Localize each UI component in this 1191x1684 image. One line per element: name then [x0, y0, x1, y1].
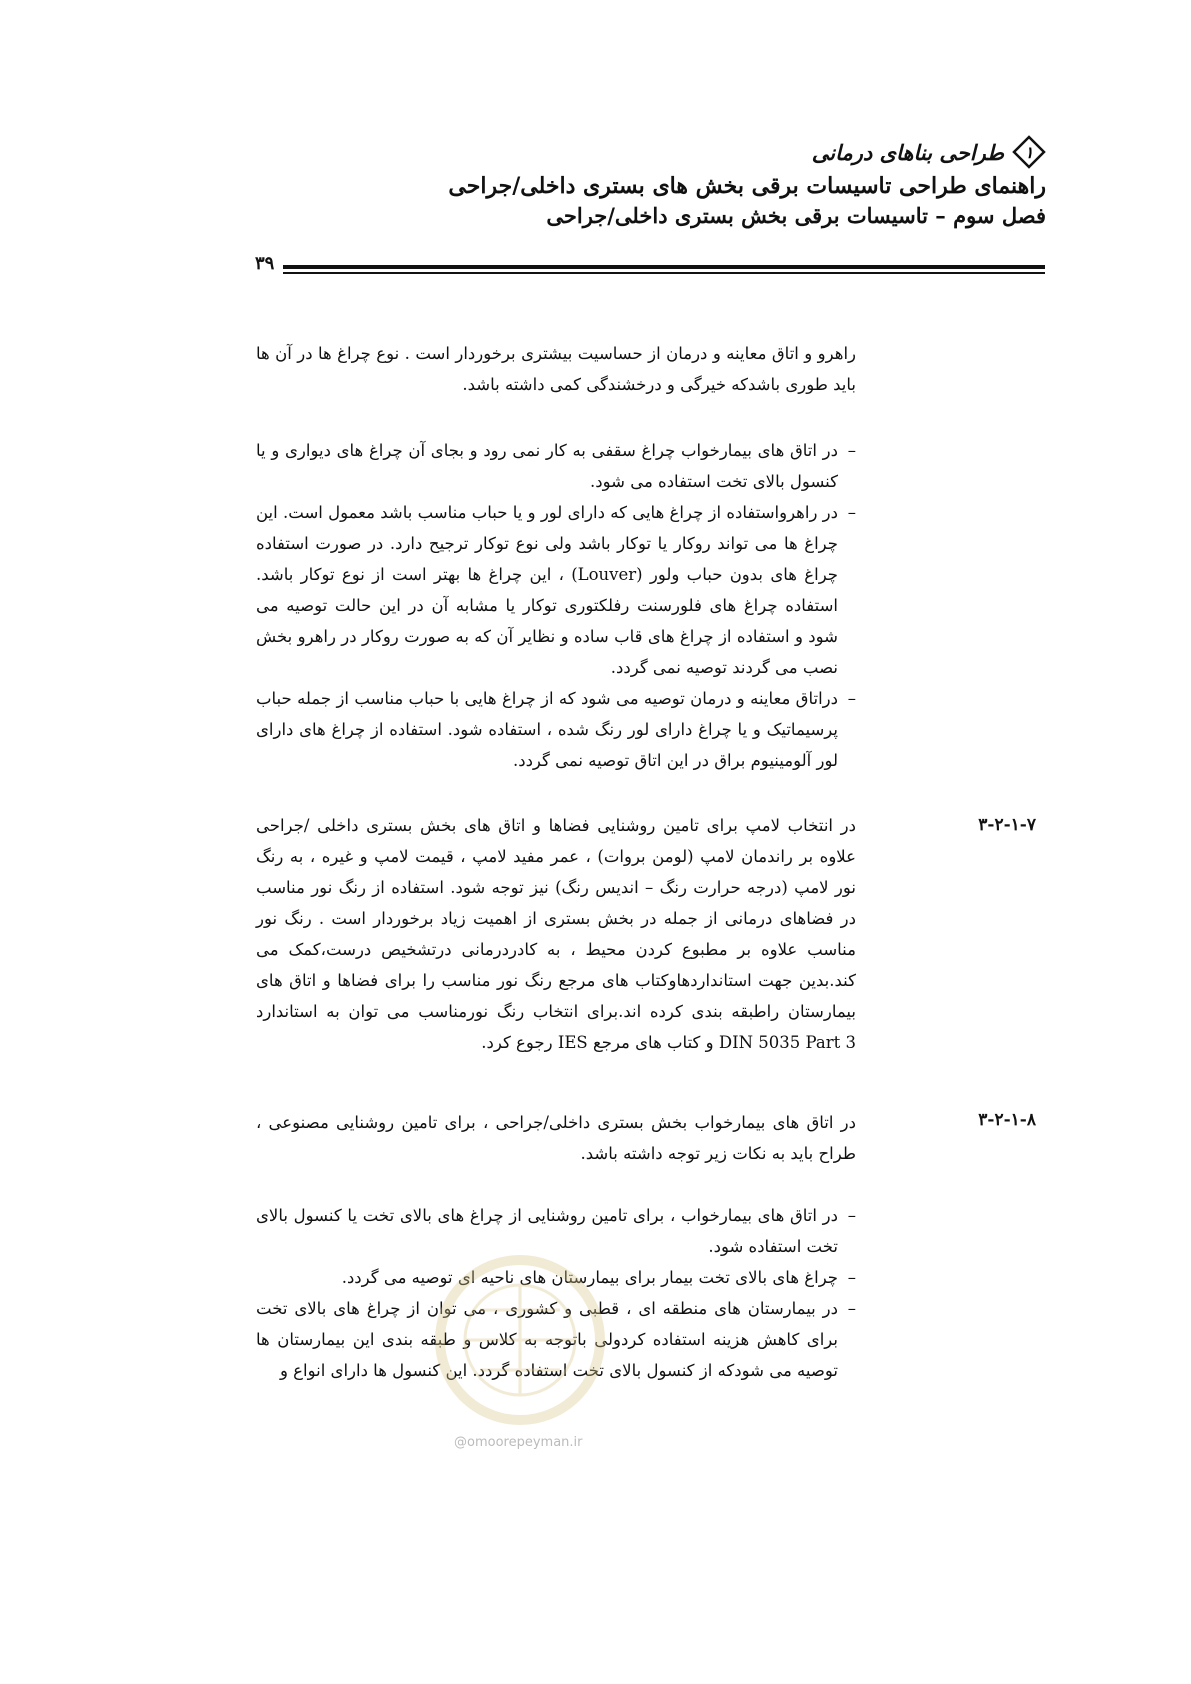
watermark-logo [420, 1250, 620, 1430]
page-header [146, 135, 1046, 228]
list-item: – در اتاق های بیمارخواب ، برای تامین روشنایی از چراغ های بالای تخت یا کنسول بالای تخت استفاده شود. [256, 1200, 856, 1262]
diamond-icon [1012, 135, 1046, 169]
section-number: ۳-۲-۱-۸ [978, 1110, 1036, 1130]
watermark-text: @omoorepeyman.ir [454, 1435, 583, 1450]
list-item: – در راهرواستفاده از چراغ هایی که دارای لور و یا حباب مناسب باشد معمول است. این چراغ ها می تواند روکار یا توکار باشد ولی نوع توکار ترجیح دارد. در صورت استفاده چراغ های بدون حباب ولور (Louver) ، این چراغ ها بهتر است از نوع توکار باشد. استفاده چراغ های فلورسنت رفلکتوری توکار یا مشابه آن در این حالت توصیه می شود و استفاده از چراغ های قاب ساده و نظایر آن که به صورت روکار در راهرو بخش نصب می گردند توصیه نمی گردد. [256, 497, 856, 683]
list-item: – در بیمارستان های منطقه ای ، قطبی و کشوری ، می توان از چراغ های بالای تخت برای کاهش هزینه استفاده کردولی باتوجه به کلاس و طبقه بندی این بیمارستان ها توصیه می شودکه از کنسول بالای تخت استفاده گردد. این کنسول ها دارای انواع و [256, 1293, 856, 1386]
series-title-line [146, 135, 1046, 169]
page-subtitle: راهنمای طراحی تاسیسات برقی بخش های بستری داخلی/جراحی [448, 173, 1046, 199]
chapter-title: فصل سوم – تاسیسات برقی بخش بستری داخلی/جراحی [546, 203, 1046, 228]
header-rule [255, 262, 1045, 278]
bullet-list-1 [256, 435, 856, 776]
svg-text:۱: ۱ [1024, 143, 1034, 162]
list-item: – چراغ های بالای تخت بیمار برای بیمارستان های ناحیه ای توصیه می گردد. [256, 1262, 856, 1293]
list-item: – دراتاق معاینه و درمان توصیه می شود که از چراغ هایی با حباب مناسب از جمله حباب پرسیماتیک و یا چراغ دارای لور رنگ شده ، استفاده شود. استفاده از چراغ های دارای لور آلومینیوم براق در این اتاق توصیه نمی گردد. [256, 683, 856, 776]
intro-paragraph: راهرو و اتاق معاینه و درمان از حساسیت بیشتری برخوردار است . نوع چراغ ها در آن ها باید طوری باشدکه خیرگی و درخشندگی کمی داشته باشد. [256, 344, 856, 394]
series-title: طراحی بناهای درمانی [811, 139, 1004, 165]
section-number: ۳-۲-۱-۷ [978, 815, 1036, 835]
series-number-badge [1012, 135, 1046, 169]
page-number: ۳۹ [255, 253, 275, 274]
list-item: – در اتاق های بیمارخواب چراغ سقفی به کار نمی رود و بجای آن چراغ های دیواری و یا کنسول بالای تخت استفاده می شود. [256, 435, 856, 497]
section-paragraph: در اتاق های بیمارخواب بخش بستری داخلی/جراحی ، برای تامین روشنایی مصنوعی ، طراح باید به نکات زیر توجه داشته باشد. [256, 1113, 856, 1163]
section-paragraph: در انتخاب لامپ برای تامین روشنایی فضاها و اتاق های بخش بستری داخلی /جراحی علاوه بر راندمان لامپ (لومن بروات) ، عمر مفید لامپ ، قیمت لامپ و غیره ، به رنگ نور لامپ (درجه حرارت رنگ – اندیس رنگ) نیز توجه شود. استفاده از رنگ نور مناسب در فضاهای درمانی از جمله در بخش بستری از اهمیت زیاد برخوردار است . رنگ نور مناسب علاوه بر مطبوع کردن محیط ، به کادردرمانی درتشخیص درست،کمک می کند.بدین جهت استانداردهاوکتاب های مرجع رنگ نور مناسب را برای فضاها و اتاق های بیمارستان راطبقه بندی کرده اند.برای انتخاب رنگ نورمناسب می توان به استاندارد DIN 5035 Part 3 و کتاب های مرجع IES رجوع کرد. [256, 816, 856, 1052]
